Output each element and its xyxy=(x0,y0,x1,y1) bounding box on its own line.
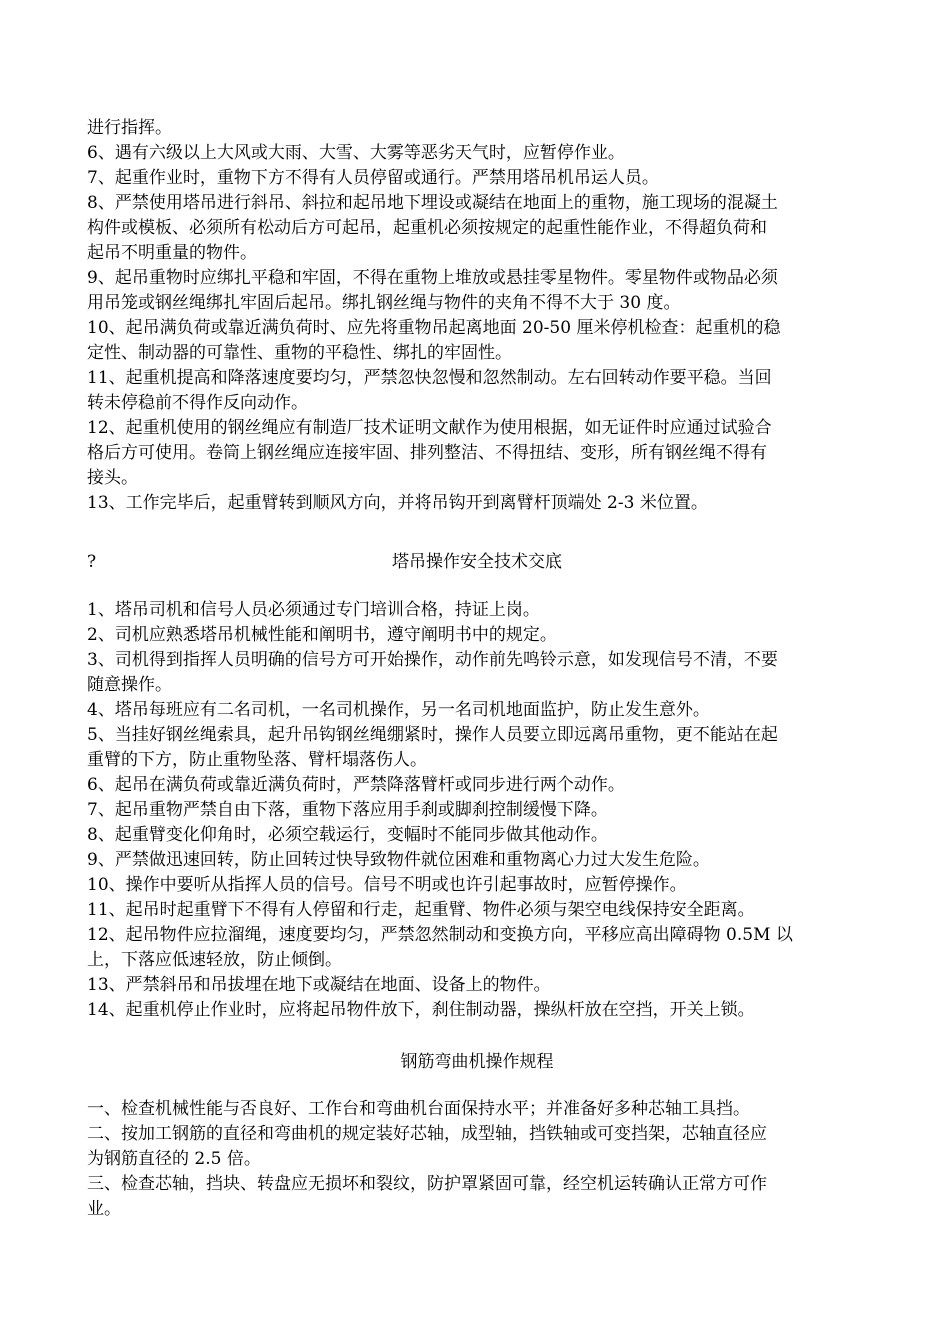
paragraph-line: 9、严禁做迅速回转，防止回转过快导致物件就位困难和重物离心力过大发生危险。 xyxy=(87,850,710,870)
paragraph-line: 6、起吊在满负荷或靠近满负荷时，严禁降落臂杆或同步进行两个动作。 xyxy=(87,775,625,795)
paragraph-line: 2、司机应熟悉塔吊机械性能和阐明书，遵守阐明书中的规定。 xyxy=(87,625,557,645)
paragraph-line: 定性、制动器的可靠性、重物的平稳性、绑扎的牢固性。 xyxy=(87,343,512,363)
paragraph-line: 随意操作。 xyxy=(87,675,172,695)
paragraph-line: 7、起吊重物严禁自由下落，重物下落应用手刹或脚刹控制缓慢下降。 xyxy=(87,800,608,820)
paragraph-line: 12、起重机使用的钢丝绳应有制造厂技术证明文献作为使用根据，如无证件时应通过试验合 xyxy=(87,418,772,438)
paragraph-line: 业。 xyxy=(87,1199,121,1219)
paragraph-line: 一、检查机械性能与否良好、工作台和弯曲机台面保持水平；并准备好多种芯轴工具挡。 xyxy=(87,1099,750,1119)
heading-title: 钢筋弯曲机操作规程 xyxy=(400,1052,554,1072)
rebar-bender-rules xyxy=(87,1097,867,1222)
paragraph-line: 12、起吊物件应拉溜绳，速度要均匀，严禁忽然制动和变换方向，平移应高出障碍物 0.5M 以 xyxy=(87,925,793,945)
paragraph-line: 3、司机得到指挥人员明确的信号方可开始操作，动作前先鸣铃示意，如发现信号不清，不要 xyxy=(87,650,778,670)
paragraph-line: 8、起重臂变化仰角时，必须空载运行，变幅时不能同步做其他动作。 xyxy=(87,825,608,845)
paragraph-line: 9、起吊重物时应绑扎平稳和牢固，不得在重物上堆放或悬挂零星物件。零星物件或物品必须 xyxy=(87,268,778,288)
crane-rules-continued xyxy=(87,116,867,516)
paragraph-line: 三、检查芯轴，挡块、转盘应无损坏和裂纹，防护罩紧固可靠，经空机运转确认正常方可作 xyxy=(87,1174,767,1194)
paragraph-line: 14、起重机停止作业时，应将起吊物件放下，刹住制动器，操纵杆放在空挡，开关上锁。 xyxy=(87,1000,755,1020)
paragraph-line: 11、起吊时起重臂下不得有人停留和行走，起重臂、物件必须与架空电线保持安全距离。 xyxy=(87,900,755,920)
paragraph-line: 5、当挂好钢丝绳索具，起升吊钩钢丝绳绷紧时，操作人员要立即远离吊重物，更不能站在起 xyxy=(87,725,778,745)
paragraph-line: 接头。 xyxy=(87,468,138,488)
paragraph-line: 4、塔吊每班应有二名司机，一名司机操作，另一名司机地面监护，防止发生意外。 xyxy=(87,700,710,720)
heading-title: 塔吊操作安全技术交底 xyxy=(392,552,562,572)
tower-crane-rules xyxy=(87,598,867,1023)
paragraph-line: 构件或模板、必须所有松动后方可起吊，起重机必须按规定的起重性能作业，不得超负荷和 xyxy=(87,218,767,238)
paragraph-line: 11、起重机提高和降落速度要均匀，严禁忽快忽慢和忽然制动。左右回转动作要平稳。当回 xyxy=(87,368,772,388)
paragraph-line: 10、起吊满负荷或靠近满负荷时、应先将重物吊起离地面 20-50 厘米停机检查：起重机的稳 xyxy=(87,318,781,338)
paragraph-line: 8、严禁使用塔吊进行斜吊、斜拉和起吊地下埋设或凝结在地面上的重物，施工现场的混凝土 xyxy=(87,193,778,213)
paragraph-line: 格后方可使用。卷筒上钢丝绳应连接牢固、排列整洁、不得扭结、变形，所有钢丝绳不得有 xyxy=(87,443,767,463)
heading-marker: ? xyxy=(87,552,97,572)
paragraph-line: 13、严禁斜吊和吊拔埋在地下或凝结在地面、设备上的物件。 xyxy=(87,975,551,995)
section-heading-rebar-bender xyxy=(87,1050,867,1075)
paragraph-line: 重臂的下方，防止重物坠落、臂杆塌落伤人。 xyxy=(87,750,427,770)
section-heading-tower-crane xyxy=(87,550,867,575)
paragraph-line: 13、工作完毕后，起重臂转到顺风方向，并将吊钩开到离臂杆顶端处 2-3 米位置。 xyxy=(87,493,708,513)
paragraph-line: 7、起重作业时，重物下方不得有人员停留或通行。严禁用塔吊机吊运人员。 xyxy=(87,168,659,188)
paragraph-line: 进行指挥。 xyxy=(87,118,172,138)
paragraph-line: 10、操作中要听从指挥人员的信号。信号不明或也许引起事故时，应暂停操作。 xyxy=(87,875,687,895)
paragraph-line: 6、遇有六级以上大风或大雨、大雪、大雾等恶劣天气时，应暂停作业。 xyxy=(87,143,625,163)
paragraph-line: 起吊不明重量的物件。 xyxy=(87,243,257,263)
paragraph-line: 用吊笼或钢丝绳绑扎牢固后起吊。绑扎钢丝绳与物件的夹角不得不大于 30 度。 xyxy=(87,293,681,313)
paragraph-line: 转未停稳前不得作反向动作。 xyxy=(87,393,308,413)
paragraph-line: 上，下落应低速轻放，防止倾倒。 xyxy=(87,950,342,970)
paragraph-line: 1、塔吊司机和信号人员必须通过专门培训合格，持证上岗。 xyxy=(87,600,540,620)
paragraph-line: 二、按加工钢筋的直径和弯曲机的规定装好芯轴，成型轴，挡铁轴或可变挡架，芯轴直径应 xyxy=(87,1124,767,1144)
paragraph-line: 为钢筋直径的 2.5 倍。 xyxy=(87,1149,261,1169)
